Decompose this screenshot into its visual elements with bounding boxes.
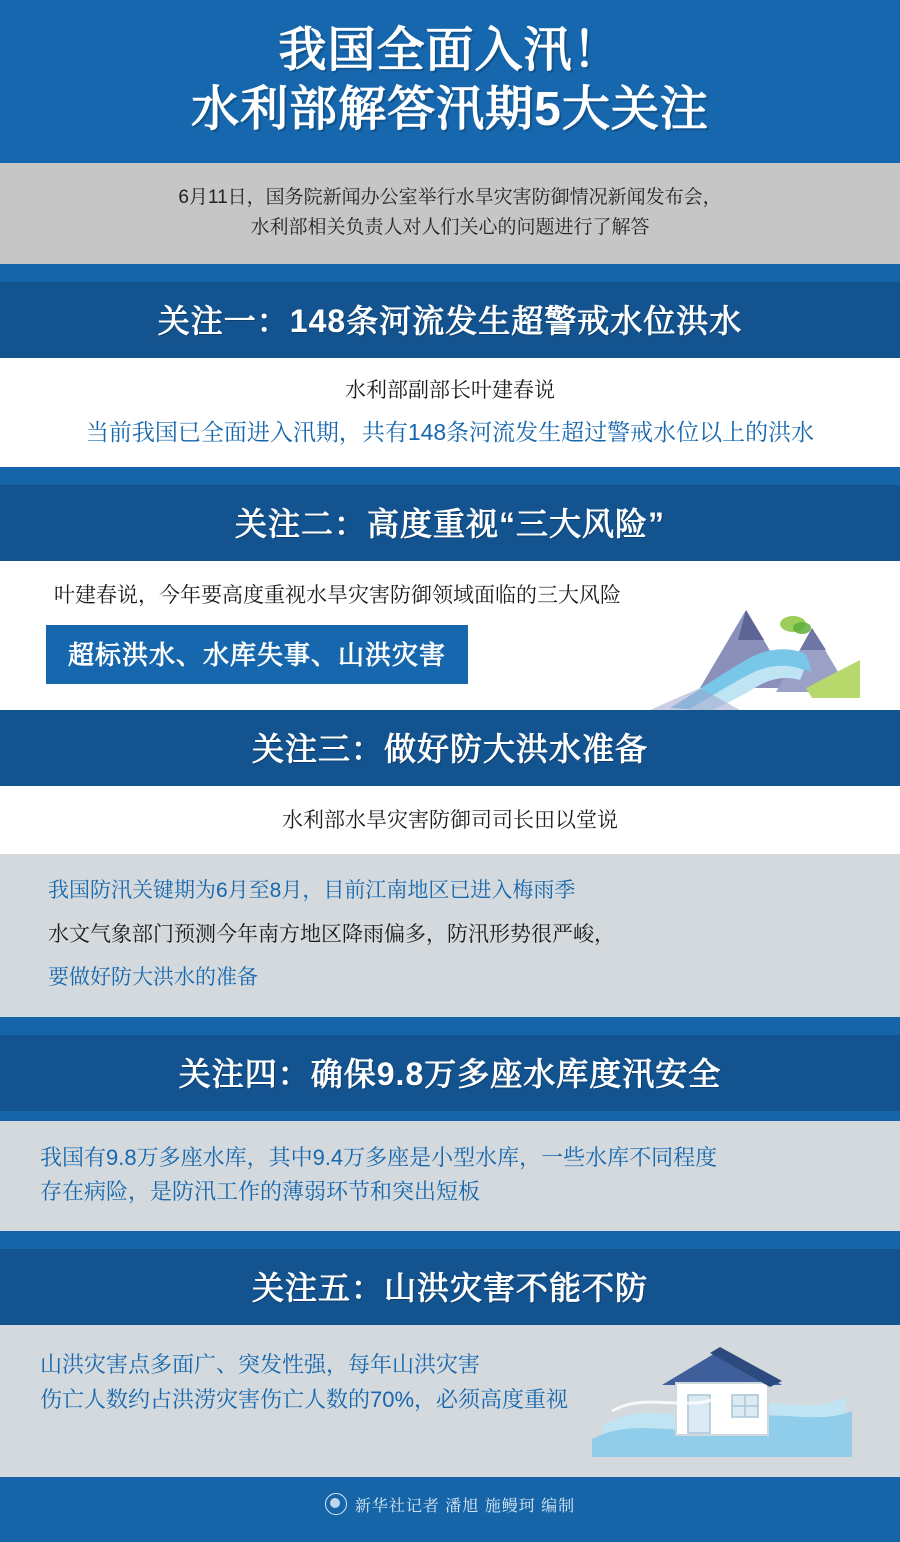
section-5-heading xyxy=(0,1249,900,1325)
section-3-para-1: 我国防汛关键期为6月至8月，目前江南地区已进入梅雨季 xyxy=(48,878,576,902)
section-4-heading-text: 关注四：确保9.8万多座水库度汛安全 xyxy=(178,1055,722,1092)
page-title-line-1: 我国全面入汛！ xyxy=(278,24,622,77)
intro-block xyxy=(0,163,900,264)
section-5-body xyxy=(0,1325,900,1477)
section-5-para-1: 山洪灾害点多面广、突发性强，每年山洪灾害 xyxy=(40,1351,481,1377)
section-1-source xyxy=(0,358,900,410)
spacer xyxy=(0,264,900,282)
section-1-heading xyxy=(0,282,900,358)
footer-credit: 新华社记者 潘旭 施鳗珂 编制 xyxy=(354,1497,576,1515)
section-3-source xyxy=(0,786,900,854)
page-title-line-2: 水利部解答汛期5大关注 xyxy=(191,82,709,136)
section-1-heading-text: 关注一：148条河流发生超警戒水位洪水 xyxy=(157,302,743,339)
section-3-body xyxy=(0,854,900,1017)
section-5-para-2: 伤亡人数约占洪涝灾害伤亡人数的70%，必须高度重视 xyxy=(40,1387,569,1413)
section-3-heading xyxy=(0,710,900,786)
section-1-body xyxy=(0,410,900,467)
spacer xyxy=(0,467,900,485)
intro-line-1: 6月11日，国务院新闻办公室举行水旱灾害防御情况新闻发布会， xyxy=(178,187,722,209)
section-2-body xyxy=(0,561,900,710)
intro-line-2: 水利部相关负责人对人们关心的问题进行了解答 xyxy=(250,216,650,238)
mountains-river-illustration xyxy=(550,580,860,710)
section-3-para-2: 水文气象部门预测今年南方地区降雨偏多，防汛形势很严峻， xyxy=(48,922,615,946)
page-title xyxy=(0,22,900,139)
section-3-heading-text: 关注三：做好防大洪水准备 xyxy=(251,730,648,767)
section-4-heading xyxy=(0,1035,900,1111)
section-3-source-text: 水利部水旱灾害防御司司长田以堂说 xyxy=(282,808,618,832)
section-4-para-2: 存在病险，是防汛工作的薄弱环节和突出短板 xyxy=(40,1178,481,1204)
section-3-para-3: 要做好防大洪水的准备 xyxy=(48,966,258,990)
section-2-heading xyxy=(0,485,900,561)
section-2-risk-badge: 超标洪水、水库失事、山洪灾害 xyxy=(46,625,468,684)
xinhua-logo-icon xyxy=(325,1493,347,1515)
section-4-body xyxy=(0,1121,900,1231)
section-2-heading-text: 关注二：高度重视“三大风险” xyxy=(234,505,665,542)
section-1-body-text: 当前我国已全面进入汛期，共有148条河流发生超过警戒水位以上的洪水 xyxy=(85,418,815,445)
spacer xyxy=(0,1231,900,1249)
section-2-lead-text: 叶建春说，今年要高度重视水旱灾害防御领域面临的三大风险 xyxy=(54,583,621,607)
section-5-heading-text: 关注五：山洪灾害不能不防 xyxy=(251,1269,648,1306)
spacer xyxy=(0,1017,900,1035)
section-1-source-text: 水利部副部长叶建春说 xyxy=(345,378,555,402)
page-footer xyxy=(0,1477,900,1539)
page-header xyxy=(0,0,900,163)
section-4-para-1: 我国有9.8万多座水库，其中9.4万多座是小型水库，一些水库不同程度 xyxy=(40,1144,718,1170)
spacer xyxy=(0,1111,900,1121)
